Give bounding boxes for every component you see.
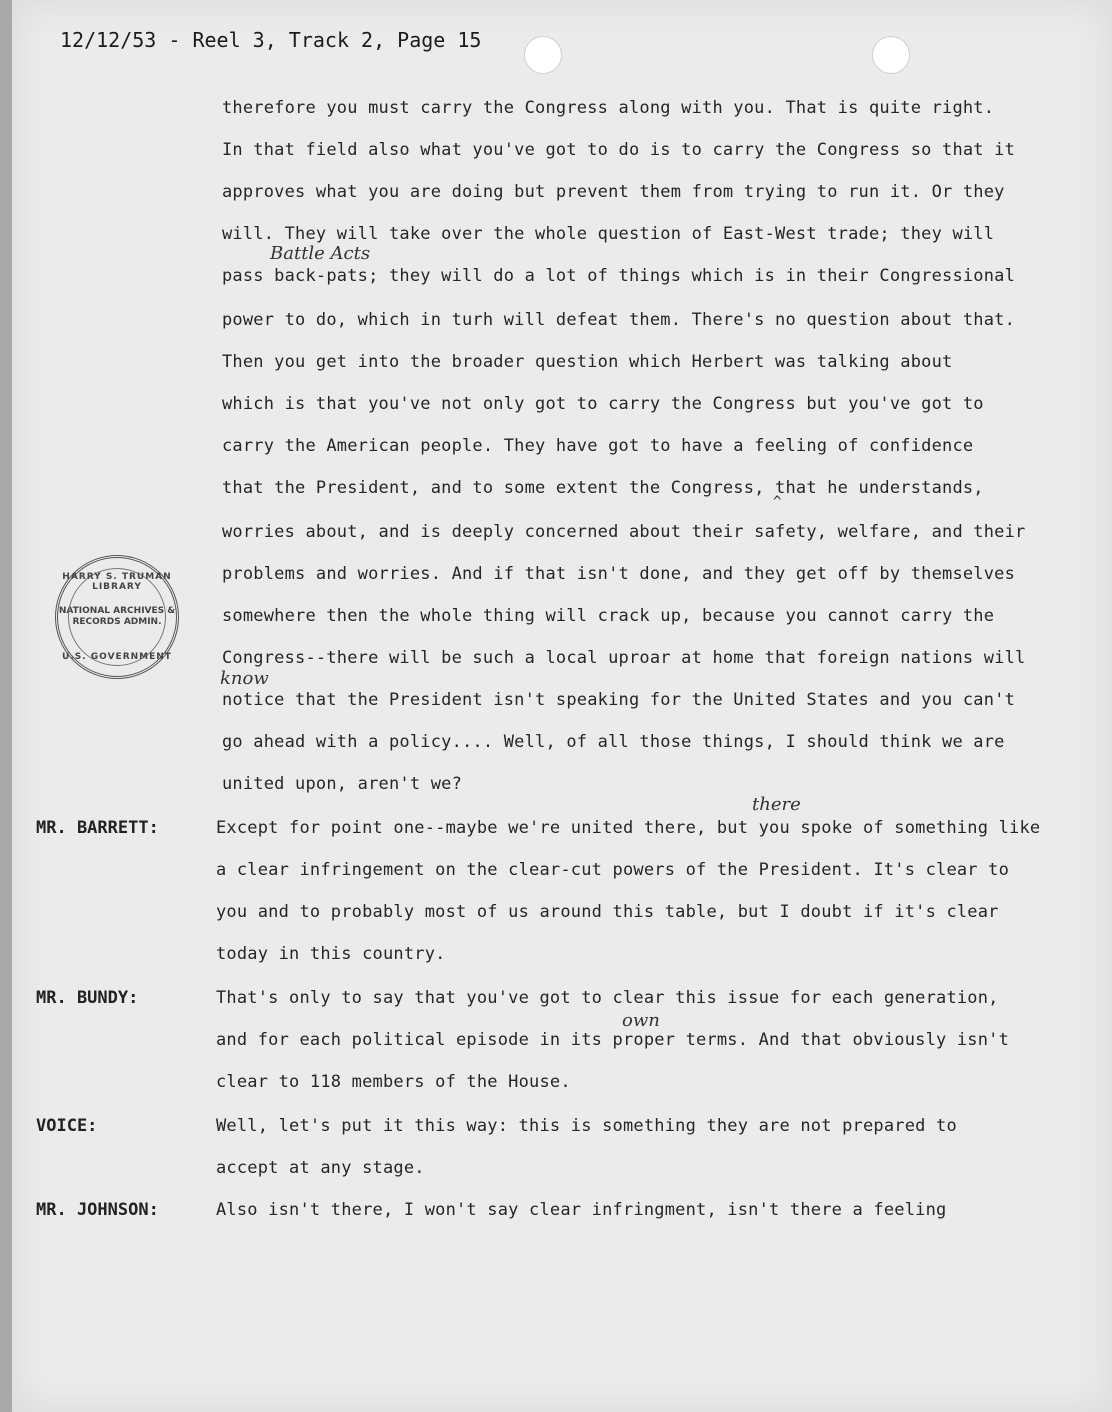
dialogue-line: clear to 118 members of the House. [216, 1072, 571, 1092]
dialogue-line: Well, let's put it this way: this is something they are not prepared to [216, 1116, 957, 1136]
speaker-label: MR. BUNDY: [36, 988, 139, 1008]
dialogue-line: Except for point one--maybe we're united there, but you spoke of something like [216, 818, 1041, 838]
body-line: worries about, and is deeply concerned about their safety, welfare, and their [222, 522, 1026, 542]
dialogue-line: That's only to say that you've got to clear this issue for each generation, [216, 988, 999, 1008]
body-line: power to do, which in turh will defeat them. There's no question about that. [222, 310, 1016, 330]
body-line: problems and worries. And if that isn't done, and they get off by themselves [222, 564, 1016, 584]
punch-hole [872, 36, 910, 74]
stamp-bottom-text: U.S. GOVERNMENT [62, 652, 172, 662]
body-line: will. They will take over the whole question of East-West trade; they will [222, 224, 995, 244]
dialogue-line: a clear infringement on the clear-cut powers of the President. It's clear to [216, 860, 1010, 880]
body-line: notice that the President isn't speaking for the United States and you can't [222, 690, 1016, 710]
handwritten-correction: know [220, 668, 269, 689]
body-line: Then you get into the broader question which Herbert was talking about [222, 352, 953, 372]
speaker-label: VOICE: [36, 1116, 98, 1136]
body-line: which is that you've not only got to carry the Congress but you've got to [222, 394, 984, 414]
speaker-label: MR. JOHNSON: [36, 1200, 159, 1220]
dialogue-line: Also isn't there, I won't say clear infringment, isn't there a feeling [216, 1200, 947, 1220]
insertion-caret: ^ [773, 494, 782, 510]
body-line: Congress--there will be such a local uproar at home that foreign nations will [222, 648, 1026, 668]
body-line: go ahead with a policy.... Well, of all those things, I should think we are [222, 732, 1005, 752]
stamp-top-text: HARRY S. TRUMAN LIBRARY [62, 572, 172, 592]
speaker-label: MR. BARRETT: [36, 818, 159, 838]
archive-stamp [55, 555, 179, 679]
body-line: approves what you are doing but prevent them from trying to run it. Or they [222, 182, 1005, 202]
body-line: carry the American people. They have got to have a feeling of confidence [222, 436, 974, 456]
handwritten-correction: own [622, 1010, 660, 1031]
body-line: In that field also what you've got to do is to carry the Congress so that it [222, 140, 1016, 160]
handwritten-correction: there [752, 794, 801, 815]
body-line: somewhere then the whole thing will crack up, because you cannot carry the [222, 606, 995, 626]
punch-hole [524, 36, 562, 74]
body-line: therefore you must carry the Congress along with you. That is quite right. [222, 98, 995, 118]
dialogue-line: and for each political episode in its proper terms. And that obviously isn't [216, 1030, 1010, 1050]
page-header: 12/12/53 - Reel 3, Track 2, Page 15 [60, 28, 482, 52]
dialogue-line: today in this country. [216, 944, 446, 964]
dialogue-line: accept at any stage. [216, 1158, 425, 1178]
body-line: pass back-pats; they will do a lot of things which is in their Congressional [222, 266, 1016, 286]
dialogue-line: you and to probably most of us around this table, but I doubt if it's clear [216, 902, 999, 922]
body-line: that the President, and to some extent the Congress, that he understands, [222, 478, 984, 498]
body-line: united upon, aren't we? [222, 774, 463, 794]
stamp-middle-text: NATIONAL ARCHIVES & RECORDS ADMIN. [58, 606, 176, 627]
handwritten-correction: Battle Acts [270, 243, 371, 264]
